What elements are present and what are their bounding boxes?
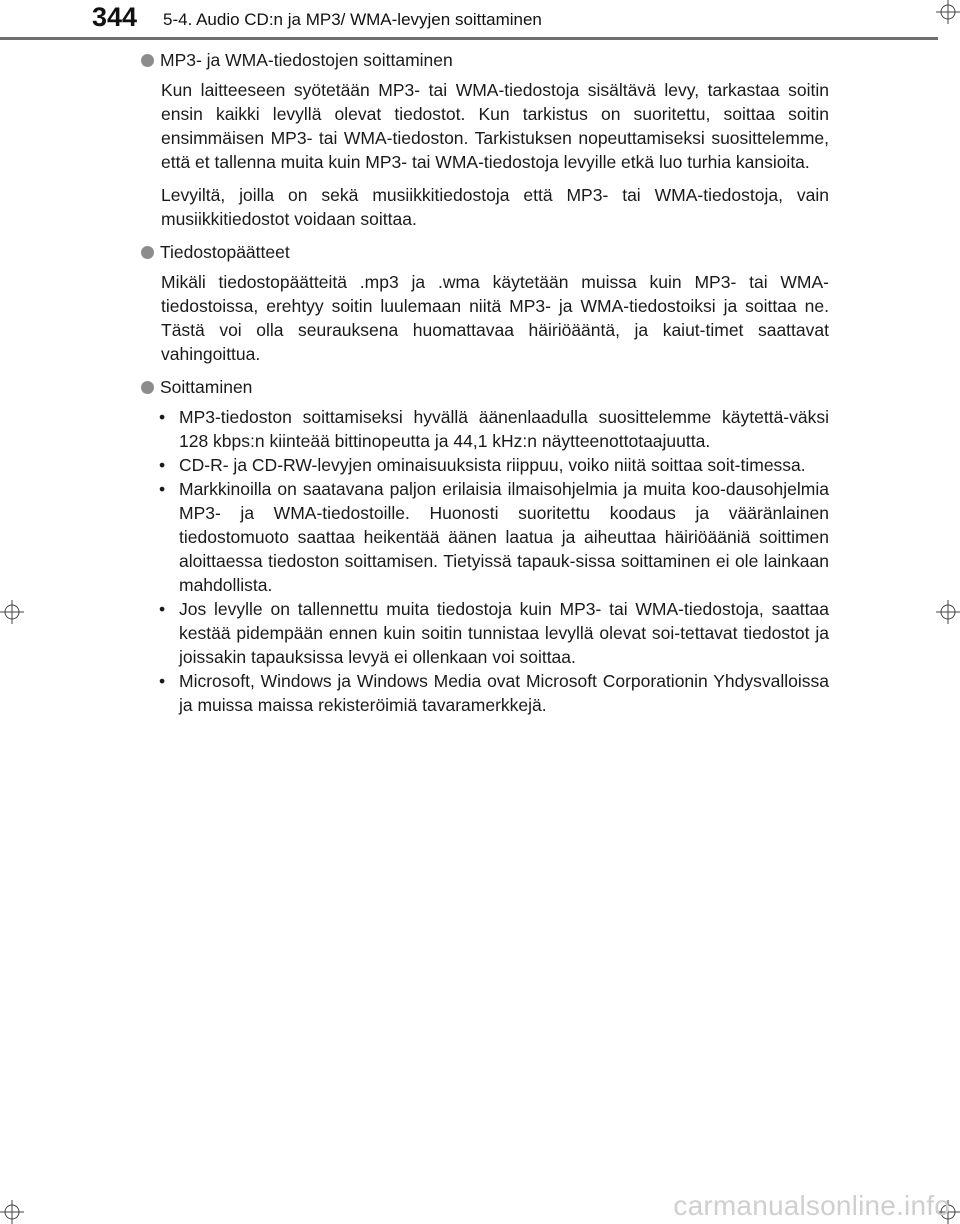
- watermark: carmanualsonline.info: [673, 1190, 950, 1221]
- list-bullet: •: [159, 671, 166, 691]
- paragraph: Levyiltä, joilla on sekä musiikkitiedostoja että MP3- tai WMA-tiedostoja, vain musiikkitiedostot voidaan soittaa.: [161, 185, 829, 229]
- bullet-circle-icon: [141, 54, 154, 67]
- notes-list: [141, 405, 829, 717]
- section-heading-text: Tiedostopäätteet: [160, 242, 290, 262]
- section-playback: [141, 375, 829, 717]
- list-bullet: •: [159, 479, 166, 499]
- header-rule: [0, 37, 938, 40]
- list-item: [141, 405, 829, 453]
- list-item: [141, 477, 829, 597]
- section-mp3-wma: [141, 48, 829, 231]
- crop-mark-bottom-left: [0, 1200, 24, 1224]
- list-bullet: •: [159, 407, 166, 427]
- list-item-text: Jos levylle on tallennettu muita tiedostoja kuin MP3- tai WMA-tiedostoja, saattaa kestää pidempään ennen kuin soitin tunnistaa levyllä olevat soi-tettavat tiedostot ja joissakin tapauksissa levyä ei ollenkaan voi soittaa.: [179, 599, 829, 667]
- section-heading: [141, 48, 829, 72]
- list-item: [141, 453, 829, 477]
- page-number: 344: [92, 2, 138, 32]
- list-item: [141, 669, 829, 717]
- page-content: [141, 48, 829, 720]
- paragraph: Mikäli tiedostopäätteitä .mp3 ja .wma käytetään muissa kuin MP3- tai WMA-tiedostoissa, erehtyy soitin luulemaan niitä MP3- ja WMA-tiedostoiksi ja soittaa ne. Tästä voi olla seurauksena huomattavaa häiriöääntä, ja kaiut-timet saattavat vahingoittua.: [161, 272, 829, 364]
- section-heading-text: MP3- ja WMA-tiedostojen soittaminen: [160, 50, 453, 70]
- paragraph: Kun laitteeseen syötetään MP3- tai WMA-tiedostoja sisältävä levy, tarkastaa soitin ensin kaikki levyllä olevat tiedostot. Kun tarkistus on suoritettu, soittaa soitin ensimmäisen MP3- tai WMA-tiedoston. Tarkistuksen nopeuttamiseksi suosittelemme, että et tallenna muita kuin MP3- tai WMA-tiedostoja levyille etkä luo turhia kansioita.: [161, 80, 829, 172]
- list-bullet: •: [159, 599, 166, 619]
- section-heading: [141, 240, 829, 264]
- section-heading: [141, 375, 829, 399]
- crop-mark-left-middle: [0, 600, 24, 624]
- bullet-circle-icon: [141, 381, 154, 394]
- section-heading-text: Soittaminen: [160, 377, 253, 397]
- list-item-text: MP3-tiedoston soittamiseksi hyvällä äänenlaadulla suosittelemme käytettä-väksi 128 kbps:n kiinteää bittinopeutta ja 44,1 kHz:n näytteenottotaajuutta.: [179, 407, 829, 451]
- section-file-extensions: [141, 240, 829, 366]
- list-item-text: Markkinoilla on saatavana paljon erilaisia ilmaisohjelmia ja muita koo-dausohjelmia MP3- ja WMA-tiedostoille. Huonosti suoritettu koodaus ja vääränlainen tiedostomuoto saattaa heikentää äänen laatua ja aiheuttaa häiriöääniä soittimen aloittaessa tiedoston soittamisen. Tietyissä tapauk-sissa soittaminen ei ole lainkaan mahdollista.: [179, 479, 829, 595]
- list-item: [141, 597, 829, 669]
- bullet-circle-icon: [141, 246, 154, 259]
- header-title: 5-4. Audio CD:n ja MP3/ WMA-levyjen soittaminen: [163, 10, 542, 29]
- list-item-text: CD-R- ja CD-RW-levyjen ominaisuuksista riippuu, voiko niitä soittaa soit-timessa.: [179, 455, 806, 475]
- list-item-text: Microsoft, Windows ja Windows Media ovat Microsoft Corporationin Yhdysvalloissa ja muissa maissa rekisteröimiä tavaramerkkejä.: [179, 671, 829, 715]
- list-bullet: •: [159, 455, 166, 475]
- crop-mark-top-right: [936, 0, 960, 24]
- crop-mark-right-middle: [936, 600, 960, 624]
